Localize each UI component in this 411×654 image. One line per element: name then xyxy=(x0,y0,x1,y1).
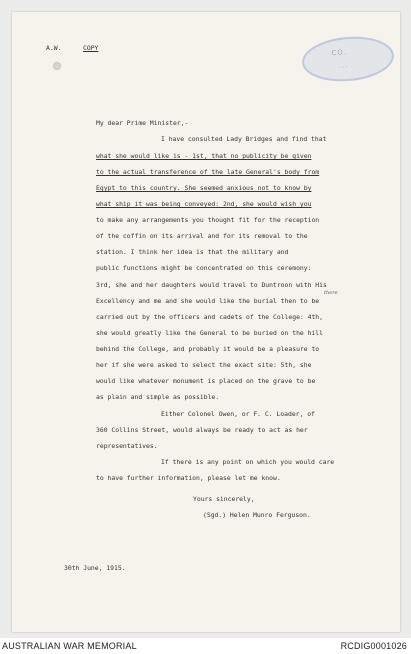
text-line: what ship it was being conveyed: 2nd, she would wish you xyxy=(96,200,312,208)
text-line: station. I think her idea is that the military and xyxy=(96,248,289,256)
text-line: 3rd, she and her daughters would travel to Duntroon with His xyxy=(96,281,327,289)
signature: (Sgd.) Helen Munro Ferguson. xyxy=(203,511,311,519)
text-line: would like whatever monument is placed on the grave to be xyxy=(96,377,316,385)
text-line: 360 Collins Street, would always be ready to act as her xyxy=(96,426,308,434)
archive-stamp: CO․ ․․․ xyxy=(300,33,395,85)
text-line: Egypt to this country. She seemed anxious not to know by xyxy=(96,184,312,192)
closing: Yours sincerely, xyxy=(193,495,255,503)
text-line: as plain and simple as possible. xyxy=(96,393,220,401)
footer-institution: AUSTRALIAN WAR MEMORIAL xyxy=(2,641,137,651)
text-line: carried out by the officers and cadets of the College: 4th, xyxy=(96,313,324,321)
text-line: If there is any point on which you would care xyxy=(161,458,335,466)
text-line: of the coffin on its arrival and for its removal to the xyxy=(96,232,308,240)
text-line: to the actual transference of the late General's body from xyxy=(96,168,320,176)
text-line: Either Colonel Owen, or F. C. Loader, of xyxy=(161,410,315,418)
footer-record-id: RCDIG0001026 xyxy=(340,641,407,651)
handwritten-insert: there xyxy=(324,290,338,296)
copy-label: COPY xyxy=(83,44,99,52)
text-line: public functions might be concentrated on this ceremony: xyxy=(96,264,312,272)
text-line: what she would like is - 1st, that no publicity be given xyxy=(96,152,312,160)
text-line: behind the College, and probably it would be a pleasure to xyxy=(96,345,320,353)
punch-hole xyxy=(53,62,61,70)
header-initials: A.W. xyxy=(46,44,62,52)
letter-page xyxy=(12,12,400,632)
text-line: she would greatly like the General to be buried on the hill xyxy=(96,329,324,337)
text-line: representatives. xyxy=(96,442,158,450)
text-line: Excellency and me and she would like the burial then to be xyxy=(96,297,320,305)
text-line: to make any arrangements you thought fit for the reception xyxy=(96,216,320,224)
text-line: her if she were asked to select the exact site: 5th, she xyxy=(96,361,312,369)
text-line: to have further information, please let me know. xyxy=(96,474,281,482)
text-line: I have consulted Lady Bridges and find that xyxy=(161,135,327,143)
letter-date: 30th June, 1915. xyxy=(64,564,126,572)
salutation: My dear Prime Minister,- xyxy=(96,119,189,127)
